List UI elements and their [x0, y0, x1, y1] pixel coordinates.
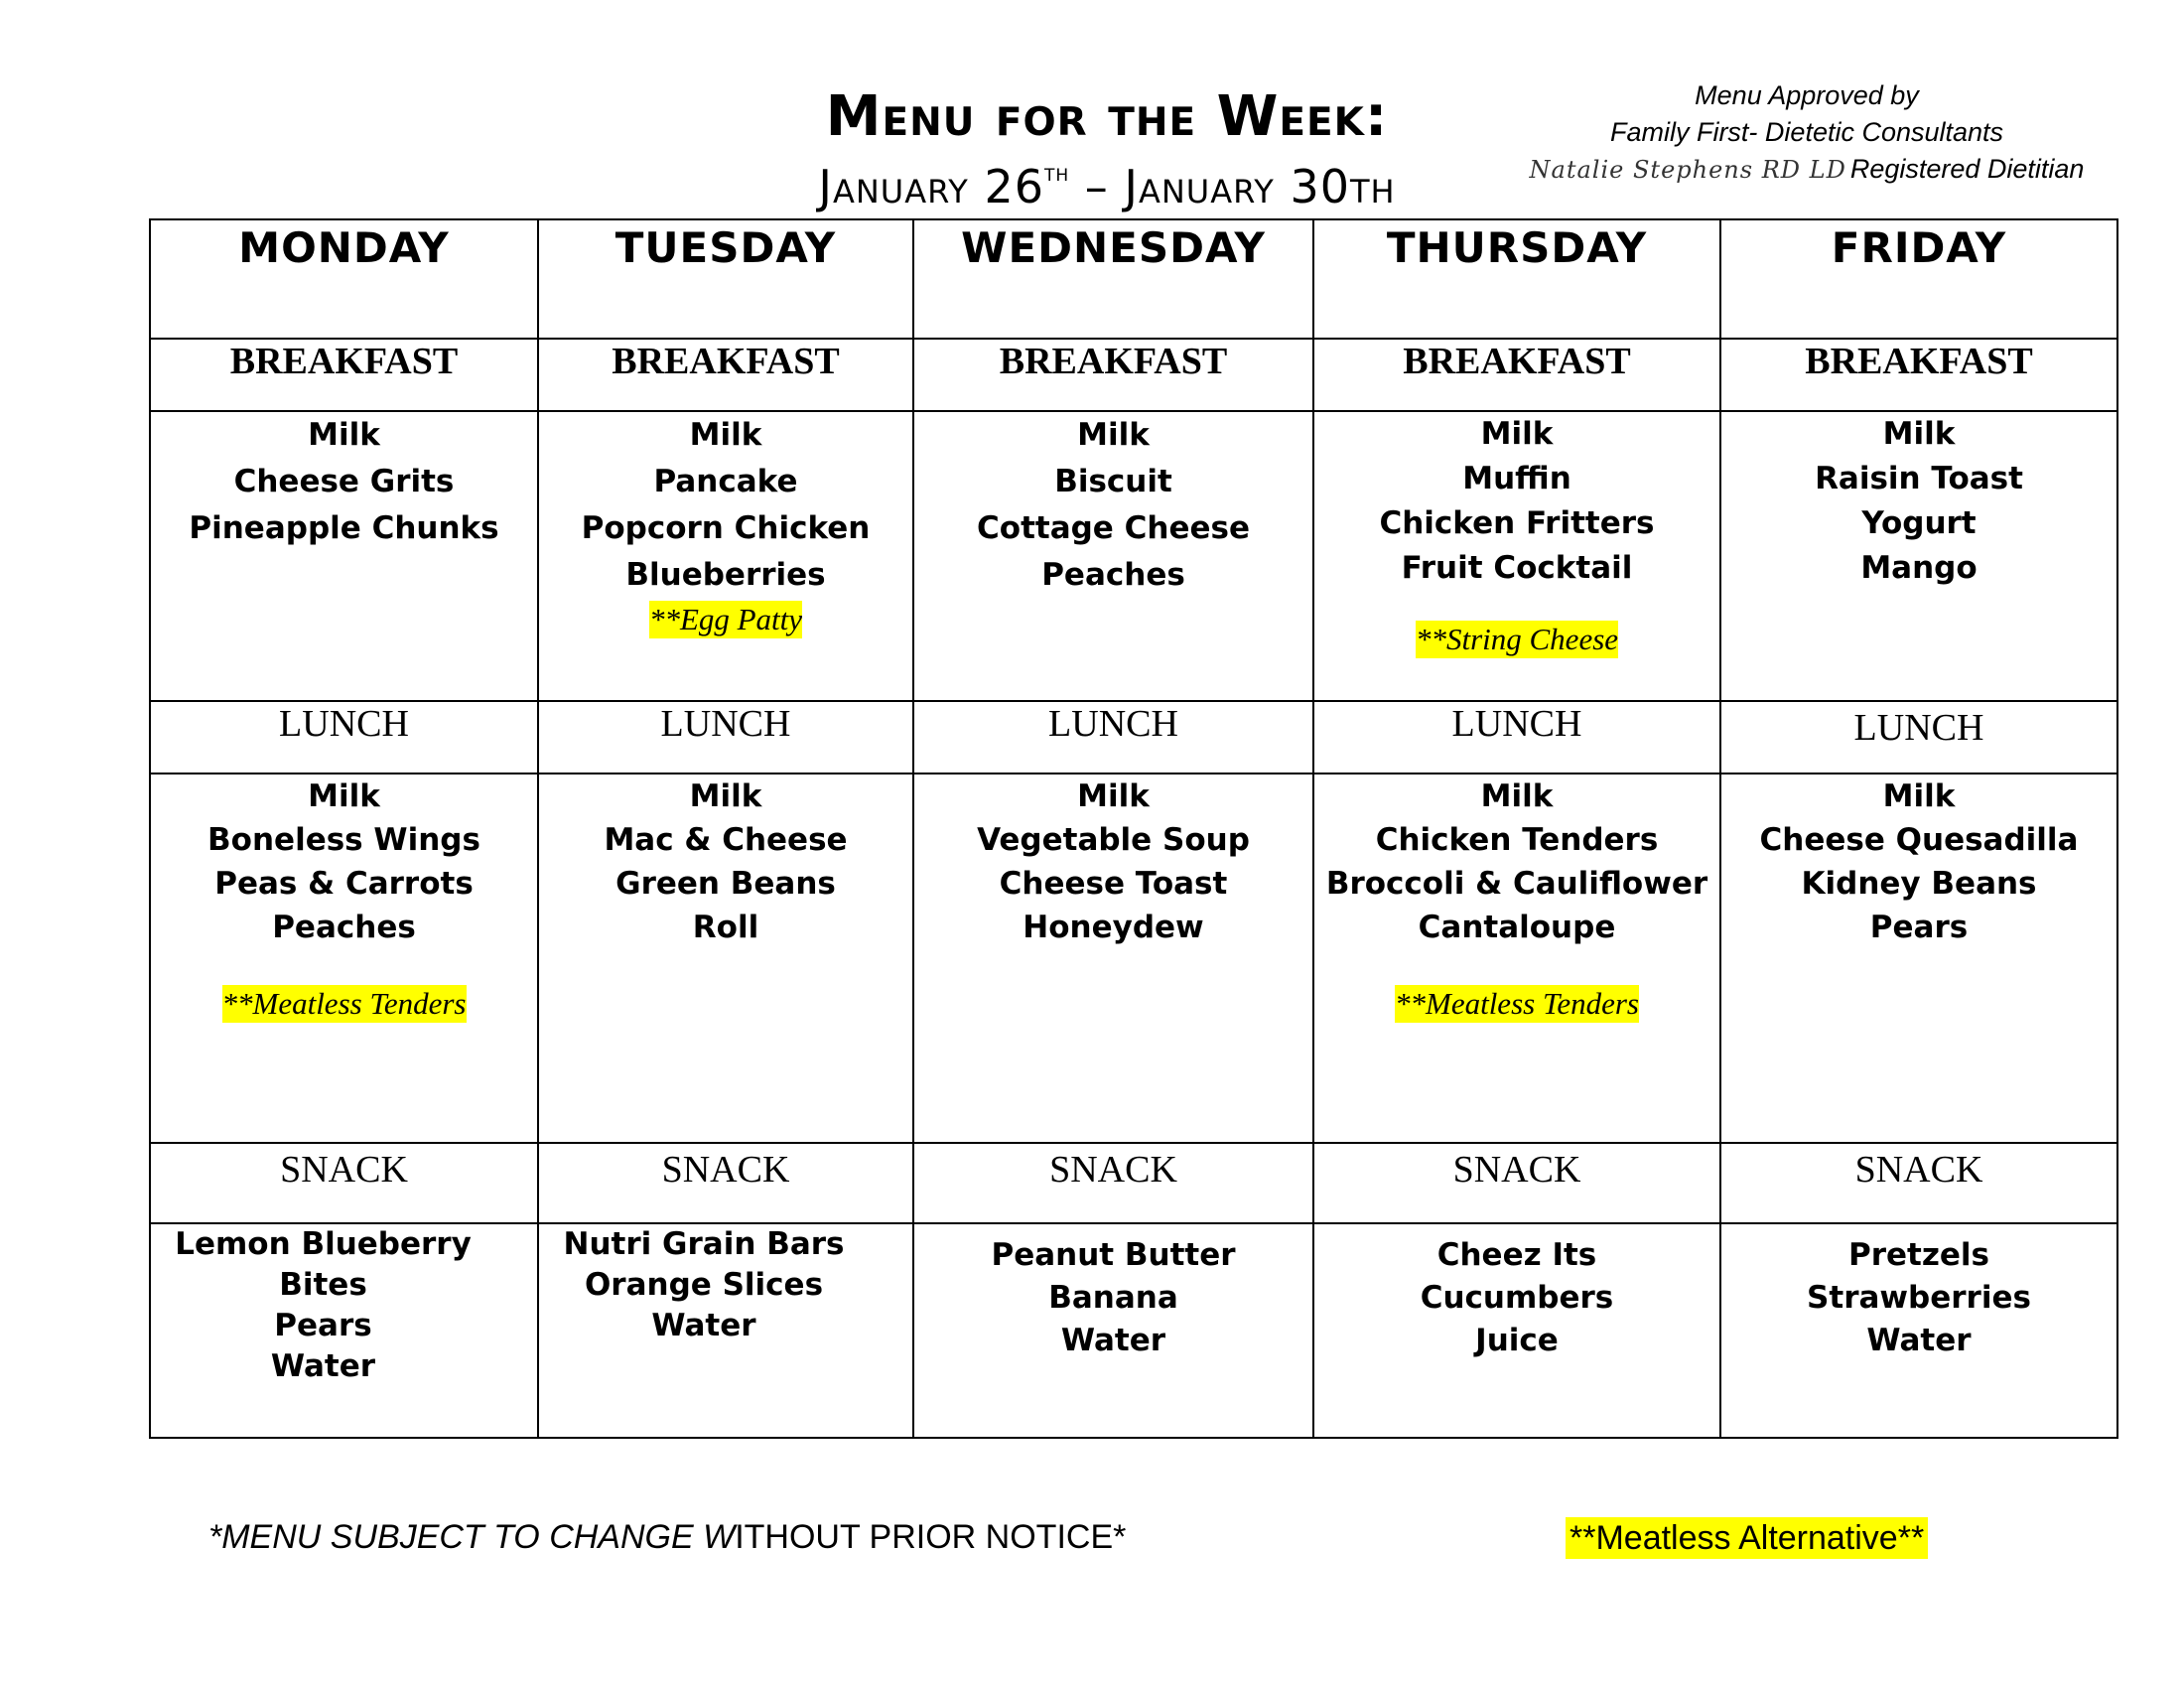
- breakfast-label: BREAKFAST: [999, 341, 1228, 382]
- meatless-alternative: **Meatless Tenders: [1395, 986, 1639, 1021]
- meal-label-cell: [1313, 1143, 1720, 1223]
- menu-item: Milk: [1480, 416, 1554, 452]
- menu-item: Nutri Grain Bars: [563, 1226, 845, 1262]
- menu-item: Raisin Toast: [1815, 461, 2023, 496]
- snack-items-row: [150, 1223, 2117, 1438]
- snack-label: SNACK: [280, 1149, 408, 1191]
- date-end: January 30th: [1124, 160, 1396, 213]
- menu-item: Milk: [1077, 417, 1150, 453]
- menu-item: Roll: [692, 910, 759, 945]
- menu-item: Milk: [689, 417, 762, 453]
- menu-item: Strawberries: [1807, 1280, 2031, 1316]
- menu-item: Cheez Its: [1436, 1237, 1597, 1273]
- meatless-alternative: **String Cheese: [1415, 622, 1619, 656]
- day-name: THURSDAY: [1386, 223, 1648, 272]
- menu-item: Blueberries: [625, 557, 826, 593]
- menu-item: Cucumbers: [1420, 1280, 1614, 1316]
- notice-rest: ITHOUT PRIOR NOTICE*: [735, 1518, 1127, 1556]
- breakfast-label: BREAKFAST: [612, 341, 840, 382]
- menu-item: Orange Slices: [584, 1267, 824, 1303]
- meal-label-cell: [150, 339, 538, 411]
- snack-items-wednesday: [913, 1223, 1313, 1438]
- menu-item: Milk: [308, 417, 380, 453]
- menu-item: Cheese Grits: [233, 464, 455, 499]
- menu-item: Pineapple Chunks: [189, 510, 499, 546]
- menu-item: Pears: [274, 1308, 372, 1343]
- day-cell-friday: [1720, 219, 2117, 339]
- day-cell-thursday: [1313, 219, 1720, 339]
- menu-item: Water: [651, 1308, 756, 1343]
- menu-item: Broccoli & Cauliflower: [1325, 866, 1708, 902]
- breakfast-items-friday: [1720, 411, 2117, 701]
- menu-item: Juice: [1475, 1323, 1559, 1358]
- snack-label: SNACK: [1452, 1149, 1581, 1191]
- menu-item: Cheese Toast: [999, 866, 1228, 902]
- breakfast-items-row: [150, 411, 2117, 701]
- menu-item: Peaches: [272, 910, 416, 945]
- lunch-items-monday: [150, 774, 538, 1143]
- snack-label-row: [150, 1143, 2117, 1223]
- menu-item: Milk: [1882, 778, 1956, 814]
- snack-items-friday: [1720, 1223, 2117, 1438]
- meal-label-cell: [1720, 701, 2117, 774]
- breakfast-items-thursday: [1313, 411, 1720, 701]
- menu-item: Vegetable Soup: [977, 822, 1250, 858]
- menu-item: Chicken Fritters: [1379, 505, 1655, 541]
- menu-item: Popcorn Chicken: [581, 510, 871, 546]
- snack-label: SNACK: [1854, 1149, 1983, 1191]
- day-cell-monday: [150, 219, 538, 339]
- breakfast-items-tuesday: [538, 411, 913, 701]
- lunch-label: LUNCH: [1048, 703, 1178, 745]
- breakfast-items-wednesday: [913, 411, 1313, 701]
- menu-item: Yogurt: [1861, 505, 1977, 541]
- menu-item: Boneless Wings: [207, 822, 480, 858]
- lunch-items-thursday: [1313, 774, 1720, 1143]
- menu-item: Kidney Beans: [1801, 866, 2037, 902]
- meal-label-cell: [1313, 701, 1720, 774]
- snack-items-monday: [150, 1223, 538, 1438]
- menu-item: Mac & Cheese: [604, 822, 848, 858]
- lunch-label: LUNCH: [279, 703, 409, 745]
- approval-line-2: Family First- Dietetic Consultants: [1609, 117, 2004, 147]
- menu-item: Bites: [279, 1267, 367, 1303]
- menu-item: Peanut Butter: [991, 1237, 1236, 1273]
- meal-label-cell: [913, 1143, 1313, 1223]
- meal-label-cell: [913, 701, 1313, 774]
- snack-items-thursday: [1313, 1223, 1720, 1438]
- date-separator: –: [1069, 160, 1125, 213]
- day-header-row: [150, 219, 2117, 339]
- breakfast-items-monday: [150, 411, 538, 701]
- menu-item: Cottage Cheese: [977, 510, 1250, 546]
- menu-item: Fruit Cocktail: [1401, 550, 1633, 586]
- approval-role: Registered Dietitian: [1849, 154, 2085, 184]
- approval-line-3: [1529, 151, 2085, 189]
- menu-item: Cantaloupe: [1418, 910, 1616, 945]
- lunch-items-row: [150, 774, 2117, 1143]
- menu-item: Pancake: [653, 464, 798, 499]
- meal-label-cell: [1720, 1143, 2117, 1223]
- menu-item: Green Beans: [615, 866, 836, 902]
- meal-label-cell: [1313, 339, 1720, 411]
- page-title: Menu for the Week:: [825, 84, 1389, 149]
- menu-item: Pears: [1869, 910, 1969, 945]
- menu-item: Mango: [1860, 550, 1978, 586]
- menu-item: Milk: [689, 778, 762, 814]
- date-start-suffix: th: [1043, 159, 1070, 187]
- menu-item: Peaches: [1041, 557, 1185, 593]
- meal-label-cell: [538, 339, 913, 411]
- day-cell-tuesday: [538, 219, 913, 339]
- menu-item: Honeydew: [1023, 910, 1204, 945]
- menu-item: Milk: [1480, 778, 1554, 814]
- dietitian-signature: Natalie Stephens RD LD: [1529, 156, 1846, 184]
- lunch-items-friday: [1720, 774, 2117, 1143]
- day-name: WEDNESDAY: [961, 223, 1266, 272]
- snack-label: SNACK: [661, 1149, 790, 1191]
- day-name: MONDAY: [238, 223, 450, 272]
- date-start: January 26: [818, 160, 1044, 213]
- menu-item: Water: [1866, 1323, 1972, 1358]
- menu-item: Milk: [1882, 416, 1956, 452]
- menu-item: Milk: [308, 778, 380, 814]
- day-name: FRIDAY: [1831, 223, 2007, 272]
- snack-items-tuesday: [538, 1223, 913, 1438]
- meal-label-cell: [538, 1143, 913, 1223]
- menu-item: Biscuit: [1054, 464, 1172, 499]
- menu-item: Chicken Tenders: [1375, 822, 1659, 858]
- meal-label-cell: [538, 701, 913, 774]
- lunch-label: LUNCH: [1853, 707, 1984, 749]
- snack-label: SNACK: [1049, 1149, 1177, 1191]
- meal-label-cell: [913, 339, 1313, 411]
- meatless-alternative: **Meatless Tenders: [221, 986, 467, 1021]
- menu-item: Pretzels: [1848, 1237, 1989, 1273]
- menu-item: Water: [1060, 1323, 1166, 1358]
- meal-label-cell: [150, 701, 538, 774]
- breakfast-label: BREAKFAST: [1403, 341, 1631, 382]
- breakfast-label-row: [150, 339, 2117, 411]
- approval-line-1: Menu Approved by: [1695, 80, 1919, 110]
- meatless-alternative: **Egg Patty: [648, 602, 803, 636]
- meatless-legend: **Meatless Alternative**: [1566, 1517, 1928, 1559]
- menu-item: Water: [270, 1348, 376, 1384]
- menu-item: Peas & Carrots: [214, 866, 474, 902]
- date-range: [695, 147, 1519, 212]
- menu-item: Lemon Blueberry: [175, 1226, 472, 1262]
- lunch-label: LUNCH: [660, 703, 791, 745]
- day-name: TUESDAY: [614, 223, 837, 272]
- weekly-menu-table: [149, 218, 2118, 1439]
- breakfast-label: BREAKFAST: [1805, 341, 2033, 382]
- day-cell-wednesday: [913, 219, 1313, 339]
- meal-label-cell: [1720, 339, 2117, 411]
- lunch-label: LUNCH: [1451, 703, 1582, 745]
- lunch-label-row: [150, 701, 2117, 774]
- menu-item: Banana: [1048, 1280, 1178, 1316]
- meal-label-cell: [150, 1143, 538, 1223]
- notice-italic-part: *MENU SUBJECT TO CHANGE W: [208, 1518, 736, 1556]
- breakfast-label: BREAKFAST: [229, 341, 459, 382]
- menu-item: Muffin: [1462, 461, 1571, 496]
- lunch-items-wednesday: [913, 774, 1313, 1143]
- lunch-items-tuesday: [538, 774, 913, 1143]
- menu-item: Cheese Quesadilla: [1759, 822, 2079, 858]
- menu-item: Milk: [1077, 778, 1150, 814]
- approval-block: [1529, 77, 2085, 189]
- menu-change-notice: [208, 1517, 1126, 1557]
- title-block: [695, 84, 1519, 213]
